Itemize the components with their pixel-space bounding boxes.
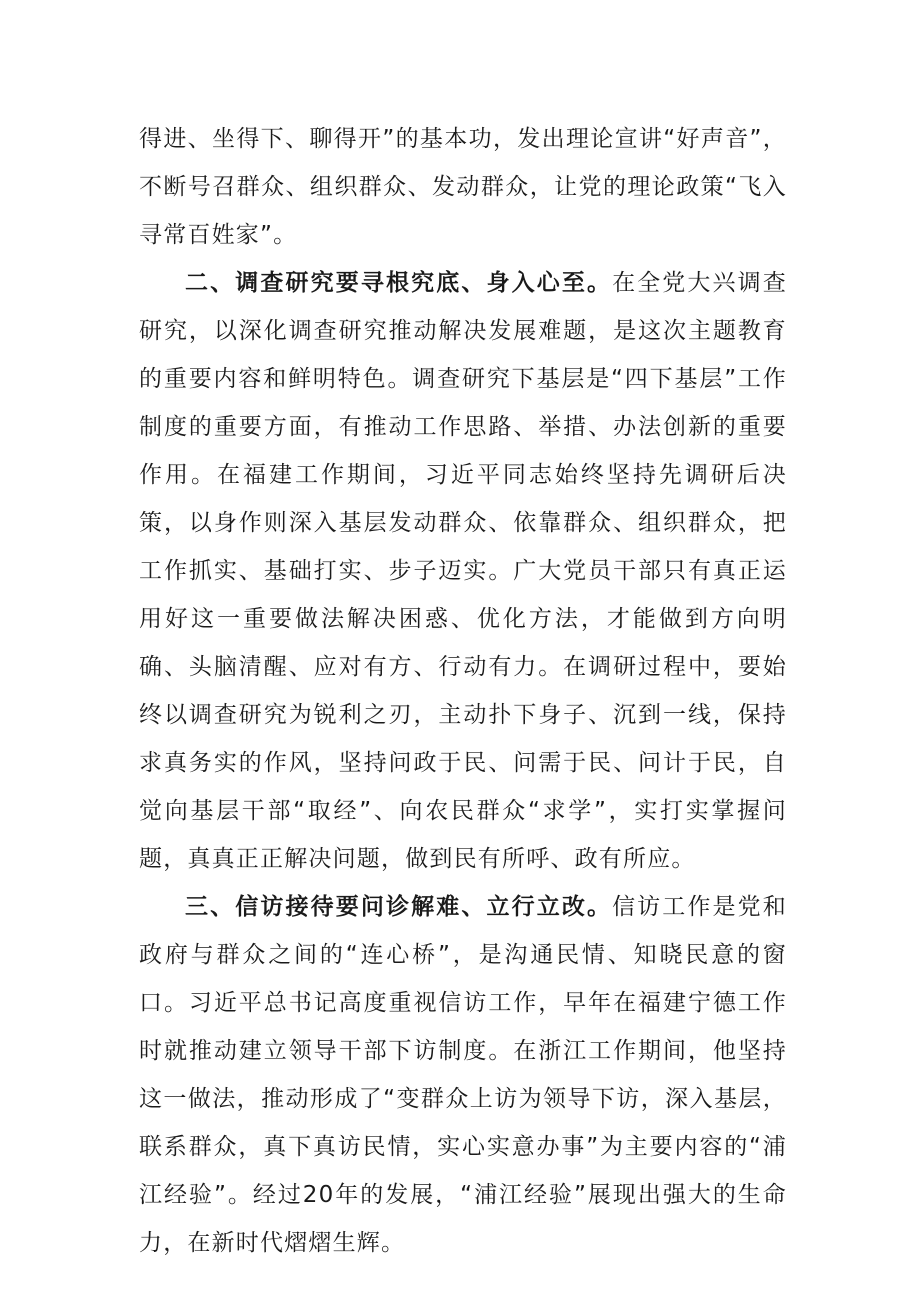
section-heading-two: 二、调查研究要寻根究底、身入心至。 bbox=[185, 270, 613, 296]
paragraph-text: 得进、坐得下、聊得开”的基本功，发出理论宣讲“好声音”，不断号召群众、组织群众、发动群众，让党的理论政策“飞入寻常百姓家”。 bbox=[139, 126, 787, 248]
paragraph-text: 在全党大兴调查研究，以深化调查研究推动解决发展难题，是这次主题教育的重要内容和鲜明特色。调查研究下基层是“四下基层”工作制度的重要方面，有推动工作思路、举措、办法创新的重要作用。在福建工作期间，习近平同志始终坚持先调研后决策，以身作则深入基层发动群众、依靠群众、组织群众，把工作抓实、基础打实、步子迈实。广大党员干部只有真正运用好这一重要做法解决困惑、优化方法，才能做到方向明确、头脑清醒、应对有方、行动有力。在调研过程中，要始终以调查研究为锐利之刃，主动扑下身子、沉到一线，保持求真务实的作风，坚持问政于民、问需于民、问计于民，自觉向基层干部“取经”、向农民群众“求学”，实打实掌握问题，真真正正解决问题，做到民有所呼、政有所应。 bbox=[139, 270, 787, 872]
document-body bbox=[139, 115, 787, 1267]
section-heading-three: 三、信访接待要问诊解难、立行立改。 bbox=[185, 894, 613, 920]
paragraph-section-two bbox=[139, 259, 787, 883]
paragraph-text: 信访工作是党和政府与群众之间的“连心桥”，是沟通民情、知晓民意的窗口。习近平总书记高度重视信访工作，早年在福建宁德工作时就推动建立领导干部下访制度。在浙江工作期间，他坚持这一做法，推动形成了“变群众上访为领导下访，深入基层，联系群众，真下真访民情，实心实意办事”为主要内容的“浦江经验”。经过20年的发展，“浦江经验”展现出强大的生命力，在新时代熠熠生辉。 bbox=[139, 894, 787, 1256]
paragraph-continuation bbox=[139, 115, 787, 259]
paragraph-section-three bbox=[139, 883, 787, 1267]
